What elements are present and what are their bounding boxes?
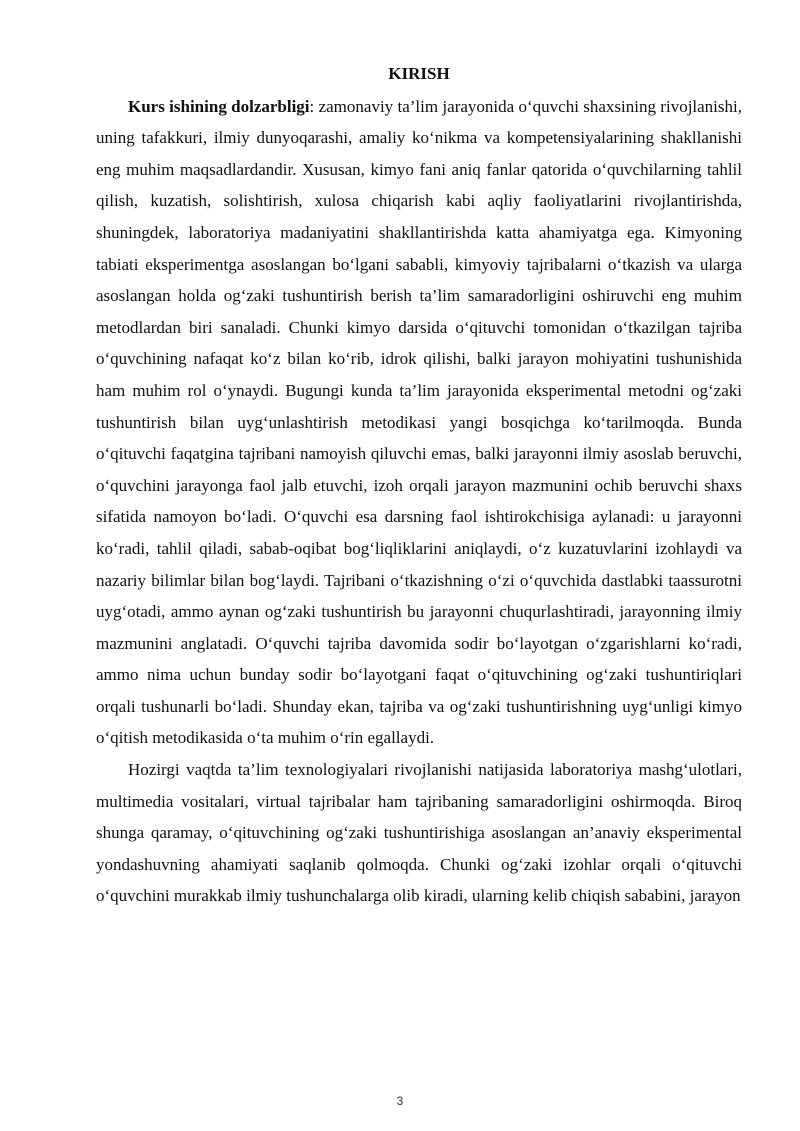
paragraph-lead: Kurs ishining dolzarbligi: [128, 96, 310, 116]
paragraph-text: : zamonaviy ta’lim jarayonida o‘quvchi shaxsining rivojlanishi, uning tafakkuri, ilmiy dunyoqarashi, amaliy ko‘nikma va kompetensiyalarining shakllanishi eng muhim maqsadlardandir. Xususan, kimyo fani aniq fanlar qatorida o‘quvchilarning tahlil qilish, kuzatish, solishtirish, xulosa chiqarish kabi aqliy faoliyatlarini rivojlantirishda, shuningdek, laboratoriya madaniyatini shakllantirishda katta ahamiyatga ega. Kimyoning tabiati eksperimentga asoslangan bo‘lgani sababli, kimyoviy tajribalarni o‘tkazish va ularga asoslangan holda og‘zaki tushuntirish berish ta’lim samaradorligini oshiruvchi eng muhim metodlardan biri sanaladi. Chunki kimyo darsida o‘qituvchi tomonidan o‘tkazilgan tajriba o‘quvchining nafaqat ko‘z bilan ko‘rib, idrok qilishi, balki jarayon mohiyatini tushunishida ham muhim rol o‘ynaydi. Bugungi kunda ta’lim jarayonida eksperimental metodni og‘zaki tushuntirish bilan uyg‘unlashtirish metodikasi yangi bosqichga ko‘tarilmoqda. Bunda o‘qituvchi faqatgina tajribani namoyish qiluvchi emas, balki jarayonni ilmiy asoslab beruvchi, o‘quvchini jarayonga faol jalb etuvchi, izoh orqali jarayon mazmunini ochib beruvchi shaxs sifatida namoyon bo‘ladi. O‘quvchi esa darsning faol ishtirokchisiga aylanadi: u jarayonni ko‘radi, tahlil qiladi, sabab-oqibat bog‘liqliklarini aniqlaydi, o‘z kuzatuvlarini izohlaydi va nazariy bilimlar bilan bog‘laydi. Tajribani o‘tkazishning o‘zi o‘quvchida dastlabki taassurotni uyg‘otadi, ammo aynan og‘zaki tushuntirish bu jarayonni chuqurlashtiradi, jarayonning ilmiy mazmunini anglatadi. O‘quvchi tajriba davomida sodir bo‘layotgan o‘zgarishlarni ko‘radi, ammo nima uchun bunday sodir bo‘layotgani faqat o‘qituvchining og‘zaki tushuntiriqlari orqali tushunarli bo‘ladi. Shunday ekan, tajriba va og‘zaki tushuntirishning uyg‘unligi kimyo o‘qitish metodikasida o‘ta muhim o‘rin egallaydi.: [96, 96, 742, 748]
paragraph-text: Hozirgi vaqtda ta’lim texnologiyalari rivojlanishi natijasida laboratoriya mashg‘ulotlari, multimedia vositalari, virtual tajribalar ham tajribaning samaradorligini oshirmoqda. Biroq shunga qaramay, o‘qituvchining og‘zaki tushuntirishiga asoslangan an’anaviy eksperimental yondashuvning ahamiyati saqlanib qolmoqda. Chunki og‘zaki izohlar orqali o‘qituvchi o‘quvchini murakkab ilmiy tushunchalarga olib kiradi, ularning kelib chiqish sababini, jarayon: [96, 760, 742, 906]
page-body: [96, 58, 742, 912]
page-number: 3: [396, 1094, 404, 1108]
section-heading: KIRISH: [388, 64, 450, 83]
paragraph-relevance: [96, 91, 742, 754]
paragraph-technology: [96, 754, 742, 912]
